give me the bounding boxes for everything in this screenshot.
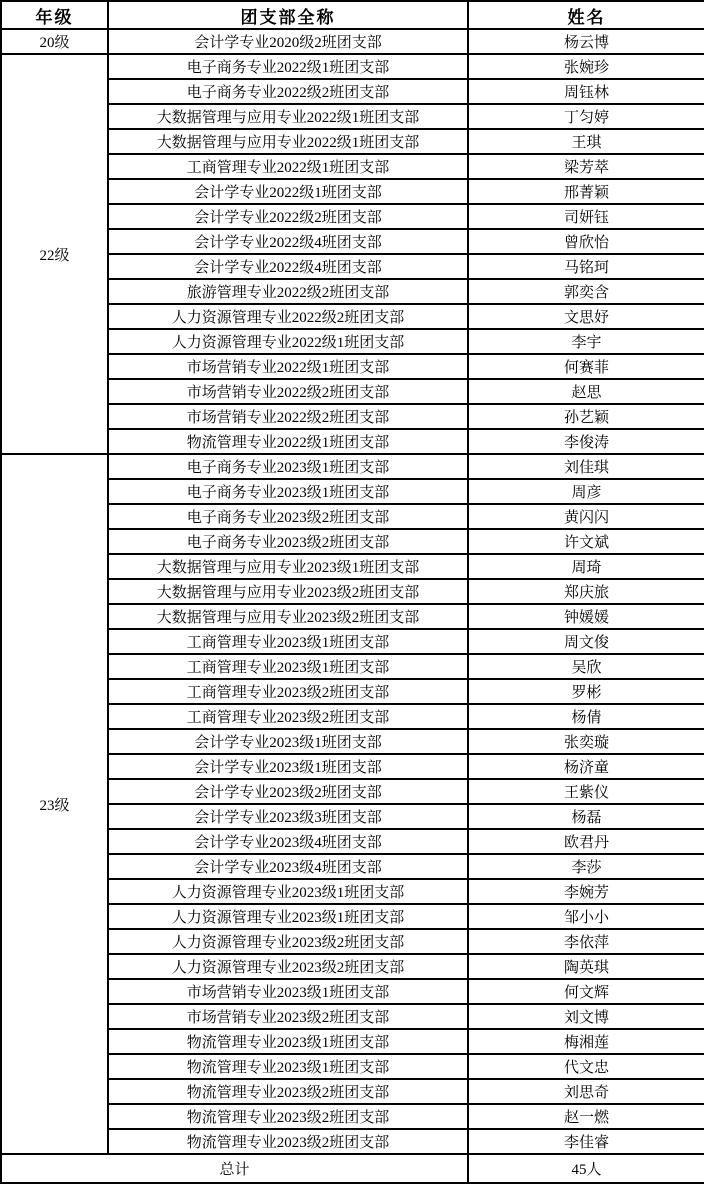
name-cell: 张奕璇	[468, 729, 704, 754]
name-cell: 郑庆旅	[468, 579, 704, 604]
name-cell: 周琦	[468, 554, 704, 579]
branch-cell: 会计学专业2023级2班团支部	[108, 779, 468, 804]
name-cell: 周彦	[468, 479, 704, 504]
branch-cell: 大数据管理与应用专业2022级1班团支部	[108, 129, 468, 154]
name-cell: 杨磊	[468, 804, 704, 829]
branch-cell: 电子商务专业2022级2班团支部	[108, 79, 468, 104]
branch-cell: 会计学专业2022级2班团支部	[108, 204, 468, 229]
branch-cell: 大数据管理与应用专业2023级1班团支部	[108, 554, 468, 579]
branch-cell: 物流管理专业2023级2班团支部	[108, 1104, 468, 1129]
col-header-grade: 年级	[1, 1, 108, 29]
name-cell: 邹小小	[468, 904, 704, 929]
branch-cell: 市场营销专业2023级2班团支部	[108, 1004, 468, 1029]
name-cell: 刘佳琪	[468, 454, 704, 479]
footer-total-label: 总计	[1, 1154, 468, 1183]
branch-cell: 人力资源管理专业2023级2班团支部	[108, 929, 468, 954]
branch-cell: 工商管理专业2023级2班团支部	[108, 704, 468, 729]
name-cell: 司妍钰	[468, 204, 704, 229]
name-cell: 杨云博	[468, 29, 704, 54]
name-cell: 李婉芳	[468, 879, 704, 904]
branch-cell: 工商管理专业2023级1班团支部	[108, 629, 468, 654]
grade-cell: 22级	[1, 54, 108, 454]
branch-cell: 大数据管理与应用专业2022级1班团支部	[108, 104, 468, 129]
name-cell: 赵一燃	[468, 1104, 704, 1129]
branch-cell: 人力资源管理专业2022级1班团支部	[108, 329, 468, 354]
name-cell: 曾欣怡	[468, 229, 704, 254]
branch-cell: 会计学专业2022级4班团支部	[108, 254, 468, 279]
name-cell: 梅湘莲	[468, 1029, 704, 1054]
name-cell: 周文俊	[468, 629, 704, 654]
name-cell: 李俊涛	[468, 429, 704, 454]
branch-cell: 会计学专业2023级1班团支部	[108, 729, 468, 754]
branch-cell: 会计学专业2020级2班团支部	[108, 29, 468, 54]
name-cell: 刘思奇	[468, 1079, 704, 1104]
name-cell: 赵思	[468, 379, 704, 404]
branch-cell: 电子商务专业2022级1班团支部	[108, 54, 468, 79]
name-cell: 梁芳萃	[468, 154, 704, 179]
footer-total-count: 45人	[468, 1154, 704, 1183]
name-cell: 马铭珂	[468, 254, 704, 279]
branch-cell: 会计学专业2023级1班团支部	[108, 754, 468, 779]
name-cell: 王琪	[468, 129, 704, 154]
name-cell: 何赛菲	[468, 354, 704, 379]
branch-cell: 会计学专业2022级4班团支部	[108, 229, 468, 254]
branch-cell: 物流管理专业2023级2班团支部	[108, 1079, 468, 1104]
name-cell: 文思妤	[468, 304, 704, 329]
branch-cell: 人力资源管理专业2023级1班团支部	[108, 904, 468, 929]
name-cell: 邢菁颖	[468, 179, 704, 204]
table-row	[1, 454, 704, 479]
branch-cell: 会计学专业2023级3班团支部	[108, 804, 468, 829]
branch-cell: 市场营销专业2022级2班团支部	[108, 404, 468, 429]
branch-cell: 旅游管理专业2022级2班团支部	[108, 279, 468, 304]
name-cell: 李宇	[468, 329, 704, 354]
name-cell: 许文斌	[468, 529, 704, 554]
name-cell: 陶英琪	[468, 954, 704, 979]
grade-cell: 20级	[1, 29, 108, 54]
name-cell: 钟媛媛	[468, 604, 704, 629]
table-footer	[1, 1154, 704, 1183]
branch-cell: 电子商务专业2023级2班团支部	[108, 504, 468, 529]
branch-cell: 电子商务专业2023级1班团支部	[108, 454, 468, 479]
branch-cell: 会计学专业2023级4班团支部	[108, 854, 468, 879]
grade-cell: 23级	[1, 454, 108, 1154]
footer-row	[1, 1154, 704, 1183]
name-cell: 代文忠	[468, 1054, 704, 1079]
col-header-branch: 团支部全称	[108, 1, 468, 29]
name-cell: 张婉珍	[468, 54, 704, 79]
branch-cell: 人力资源管理专业2022级2班团支部	[108, 304, 468, 329]
branch-cell: 会计学专业2022级1班团支部	[108, 179, 468, 204]
name-cell: 丁匀婷	[468, 104, 704, 129]
branch-cell: 工商管理专业2023级2班团支部	[108, 679, 468, 704]
branch-cell: 物流管理专业2023级1班团支部	[108, 1054, 468, 1079]
branch-cell: 物流管理专业2023级2班团支部	[108, 1129, 468, 1154]
name-cell: 欧君丹	[468, 829, 704, 854]
name-cell: 何文辉	[468, 979, 704, 1004]
branch-cell: 工商管理专业2022级1班团支部	[108, 154, 468, 179]
branch-cell: 电子商务专业2023级1班团支部	[108, 479, 468, 504]
name-cell: 周钰林	[468, 79, 704, 104]
col-header-name: 姓名	[468, 1, 704, 29]
name-cell: 吴欣	[468, 654, 704, 679]
branch-cell: 物流管理专业2023级1班团支部	[108, 1029, 468, 1054]
header-row	[1, 1, 704, 29]
branch-cell: 会计学专业2023级4班团支部	[108, 829, 468, 854]
branch-cell: 大数据管理与应用专业2023级2班团支部	[108, 579, 468, 604]
table-row	[1, 54, 704, 79]
name-cell: 郭奕含	[468, 279, 704, 304]
branch-cell: 工商管理专业2023级1班团支部	[108, 654, 468, 679]
name-cell: 王紫仪	[468, 779, 704, 804]
name-cell: 刘文博	[468, 1004, 704, 1029]
branch-cell: 物流管理专业2022级1班团支部	[108, 429, 468, 454]
name-cell: 李依萍	[468, 929, 704, 954]
branch-cell: 市场营销专业2023级1班团支部	[108, 979, 468, 1004]
name-cell: 杨倩	[468, 704, 704, 729]
name-cell: 杨济童	[468, 754, 704, 779]
branch-cell: 人力资源管理专业2023级2班团支部	[108, 954, 468, 979]
name-cell: 李莎	[468, 854, 704, 879]
branch-cell: 市场营销专业2022级1班团支部	[108, 354, 468, 379]
name-cell: 黄闪闪	[468, 504, 704, 529]
name-cell: 罗彬	[468, 679, 704, 704]
name-cell: 孙艺颖	[468, 404, 704, 429]
table-body	[1, 29, 704, 1154]
table-header	[1, 1, 704, 29]
branch-cell: 市场营销专业2022级2班团支部	[108, 379, 468, 404]
table-row	[1, 29, 704, 54]
branch-cell: 人力资源管理专业2023级1班团支部	[108, 879, 468, 904]
branch-cell: 大数据管理与应用专业2023级2班团支部	[108, 604, 468, 629]
name-cell: 李佳睿	[468, 1129, 704, 1154]
branch-cell: 电子商务专业2023级2班团支部	[108, 529, 468, 554]
